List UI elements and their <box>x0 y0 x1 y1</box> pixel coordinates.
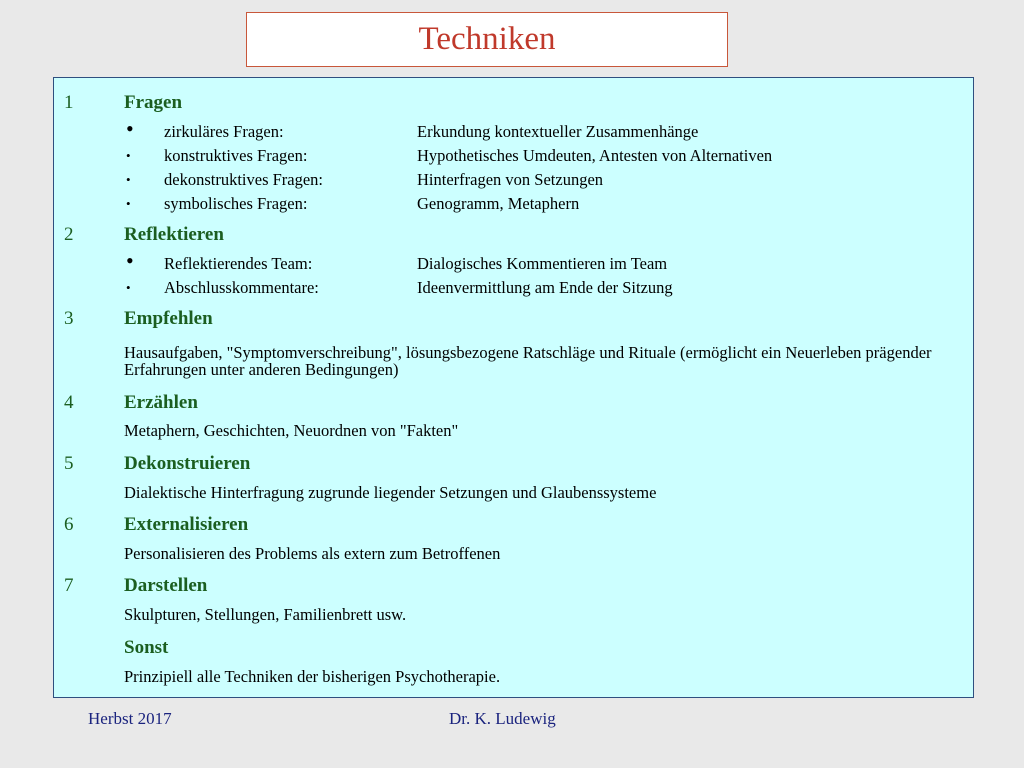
footer-date: Herbst 2017 <box>88 709 172 728</box>
content-panel <box>53 77 974 698</box>
section-heading: Externalisieren <box>124 514 249 535</box>
bullet-desc: Erkundung kontextueller Zusammenhänge <box>417 122 699 141</box>
slide-title-box <box>246 12 728 67</box>
bullet-term: Reflektierendes Team: <box>164 254 313 273</box>
section-number: 7 <box>64 575 74 596</box>
bullet-term: konstruktives Fragen: <box>164 146 308 165</box>
section-number: 1 <box>64 92 74 113</box>
section-description: Hausaufgaben, "Symptomverschreibung", lösungsbezogene Ratschläge und Rituale (ermöglicht ein Neuerleben prägender Erfahrungen unter anderen Bedingungen) <box>124 343 932 379</box>
section-number: 4 <box>64 392 74 413</box>
section-heading: Darstellen <box>124 575 208 596</box>
bullet-icon: • <box>126 172 131 187</box>
section-description: Prinzipiell alle Techniken der bisherigen Psychotherapie. <box>124 667 501 686</box>
section-heading: Empfehlen <box>124 308 213 329</box>
bullet-desc: Dialogisches Kommentieren im Team <box>417 254 668 273</box>
bullet-term: symbolisches Fragen: <box>164 194 308 213</box>
bullet-term: zirkuläres Fragen: <box>164 122 284 141</box>
section-number: 2 <box>64 224 74 245</box>
section-heading: Fragen <box>124 92 183 113</box>
section-description: Skulpturen, Stellungen, Familienbrett usw. <box>124 605 407 624</box>
section-description: Dialektische Hinterfragung zugrunde liegender Setzungen und Glaubenssysteme <box>124 483 657 502</box>
bullet-desc: Hypothetisches Umdeuten, Antesten von Alternativen <box>417 146 773 165</box>
bullet-icon: • <box>126 280 131 295</box>
slide-title: Techniken <box>418 21 556 57</box>
section-description: Metaphern, Geschichten, Neuordnen von "Fakten" <box>124 421 459 440</box>
section-number: 3 <box>64 308 74 329</box>
bullet-icon: • <box>126 196 131 211</box>
footer-author: Dr. K. Ludewig <box>449 709 556 728</box>
bullet-icon: • <box>126 148 131 163</box>
section-heading: Sonst <box>124 637 169 658</box>
bullet-icon: • <box>126 248 134 273</box>
bullet-term: dekonstruktives Fragen: <box>164 170 324 189</box>
section-description: Personalisieren des Problems als extern zum Betroffenen <box>124 544 501 563</box>
section-heading: Erzählen <box>124 392 198 413</box>
bullet-term: Abschlusskommentare: <box>164 278 319 297</box>
bullet-desc: Genogramm, Metaphern <box>417 194 580 213</box>
bullet-icon: • <box>126 116 134 141</box>
section-number: 6 <box>64 514 74 535</box>
section-heading: Dekonstruieren <box>124 453 251 474</box>
bullet-desc: Hinterfragen von Setzungen <box>417 170 604 189</box>
section-heading: Reflektieren <box>124 224 224 245</box>
section-number: 5 <box>64 453 74 474</box>
bullet-desc: Ideenvermittlung am Ende der Sitzung <box>417 278 673 297</box>
